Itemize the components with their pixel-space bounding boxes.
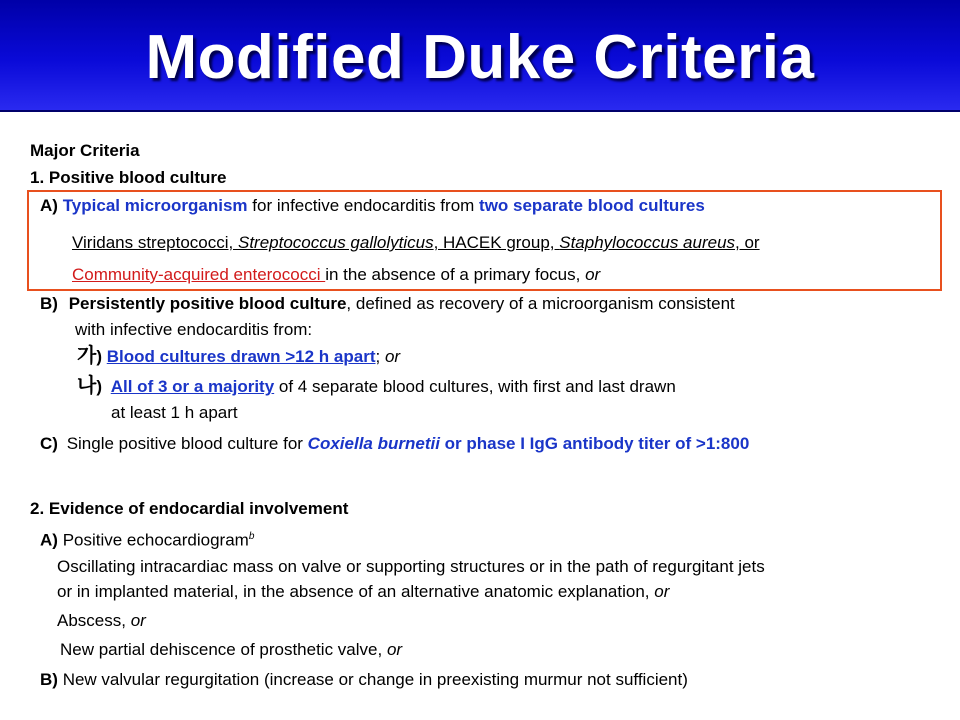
criterion-b-text: , defined as recovery of a microorganism consistent bbox=[346, 294, 735, 313]
enterococci-or: or bbox=[585, 265, 601, 284]
criterion-a-label: A) bbox=[40, 196, 58, 215]
dehiscence-line bbox=[60, 640, 402, 660]
oscillating-mass-line-2 bbox=[57, 582, 669, 602]
abscess-line bbox=[57, 611, 146, 631]
criterion-b-label: B) bbox=[40, 294, 58, 313]
igg-titer-text: or phase I IgG antibody titer of >1:800 bbox=[439, 434, 750, 453]
typical-microorganism-text: Typical microorganism bbox=[62, 196, 248, 215]
organisms-text-4: Staphylococcus aureus bbox=[559, 233, 736, 252]
criterion-c-line bbox=[40, 434, 749, 454]
criterion-c-label: C) bbox=[40, 434, 58, 453]
majority-cultures-text: All of 3 or a majority bbox=[110, 377, 275, 396]
subitem-na-text: of 4 separate blood cultures, with first and last drawn bbox=[274, 377, 676, 396]
enterococci-rest: in the absence of a primary focus, bbox=[325, 265, 586, 284]
criterion-a-text: for infective endocarditis from bbox=[247, 196, 480, 215]
positive-blood-culture-heading: 1. Positive blood culture bbox=[30, 168, 227, 187]
subitem-na-paren: ) bbox=[96, 377, 102, 396]
criterion-a-line bbox=[40, 196, 705, 216]
criterion-c-text: Single positive blood culture for bbox=[66, 434, 308, 453]
organisms-text-1: Viridans streptococci, bbox=[72, 233, 238, 252]
title-banner bbox=[0, 0, 960, 112]
endocardial-involvement-heading: 2. Evidence of endocardial involvement bbox=[30, 499, 349, 518]
regurgitation-text: New valvular regurgitation (increase or change in preexisting murmur not sufficient) bbox=[62, 670, 688, 689]
criterion-b-line bbox=[40, 294, 735, 314]
organisms-text-2: Streptococcus gallolyticus bbox=[237, 233, 434, 252]
subitem-na-line-2: at least 1 h apart bbox=[111, 403, 238, 422]
enterococci-line bbox=[72, 265, 600, 285]
echo-footnote: b bbox=[248, 531, 255, 542]
subitem-na-marker: 나 bbox=[77, 375, 97, 397]
persistently-positive-text: Persistently positive blood culture bbox=[68, 294, 347, 313]
page-title: Modified Duke Criteria bbox=[145, 23, 815, 92]
echocardiogram-line bbox=[40, 527, 254, 551]
oscillating-mass-line-1: Oscillating intracardiac mass on valve or supporting structures or in the path of regurgitant jets bbox=[57, 557, 765, 576]
blood-cultures-12h-text: Blood cultures drawn >12 h apart bbox=[106, 347, 376, 366]
two-cultures-text: two separate blood cultures bbox=[479, 196, 705, 215]
dehiscence-or: or bbox=[386, 640, 403, 659]
abscess-or: or bbox=[130, 611, 146, 630]
echo-text: Positive echocardiogram bbox=[62, 530, 249, 550]
coxiella-text: Coxiella burnetii bbox=[307, 434, 440, 453]
enterococci-text: Community-acquired enterococci bbox=[72, 265, 326, 284]
subitem-ga-paren: ) bbox=[96, 347, 102, 366]
oscillating-mass-text: or in implanted material, in the absence of an alternative anatomic explanation, bbox=[57, 582, 655, 601]
subitem-ga-or: or bbox=[384, 347, 401, 366]
subitem-ga-marker: 가 bbox=[77, 345, 97, 367]
echo-a-label: A) bbox=[40, 530, 58, 550]
regurgitation-b-label: B) bbox=[40, 670, 58, 689]
subitem-ga-sep: ; bbox=[375, 347, 385, 366]
criterion-b-line-2: with infective endocarditis from: bbox=[75, 320, 313, 339]
major-criteria-heading: Major Criteria bbox=[30, 141, 140, 160]
organisms-line bbox=[72, 233, 760, 253]
organisms-text-5: , or bbox=[735, 233, 760, 252]
regurgitation-line bbox=[40, 670, 688, 690]
subitem-na-line bbox=[77, 376, 676, 397]
oscillating-mass-or: or bbox=[654, 582, 670, 601]
abscess-text: Abscess, bbox=[57, 611, 131, 630]
organisms-text-3: , HACEK group, bbox=[433, 233, 560, 252]
dehiscence-text: New partial dehiscence of prosthetic valve, bbox=[60, 640, 387, 659]
subitem-ga-line bbox=[77, 346, 400, 367]
